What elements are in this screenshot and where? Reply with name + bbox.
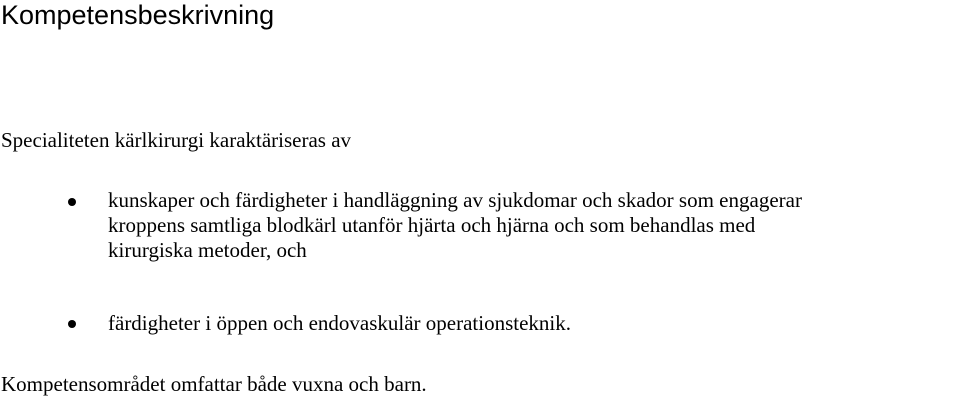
list-item-text	[108, 188, 802, 263]
list-item-line: kroppens samtliga blodkärl utanför hjärta och hjärna och som behandlas med	[108, 213, 756, 237]
list-item-line: kunskaper och färdigheter i handläggning av sjukdomar och skador som engagerar	[108, 188, 802, 212]
intro-text: Specialiteten kärlkirurgi karaktäriseras av	[1, 128, 352, 152]
list-item-line: färdigheter i öppen och endovaskulär operationsteknik.	[108, 311, 572, 335]
bullet-icon	[68, 320, 76, 328]
page-title: Kompetensbeskrivning	[1, 0, 275, 30]
closing-text: Kompetensområdet omfattar både vuxna och barn.	[1, 372, 427, 396]
bullet-icon	[68, 198, 76, 206]
list-item-line: kirurgiska metoder, och	[108, 238, 307, 262]
list-item-text	[108, 311, 571, 336]
